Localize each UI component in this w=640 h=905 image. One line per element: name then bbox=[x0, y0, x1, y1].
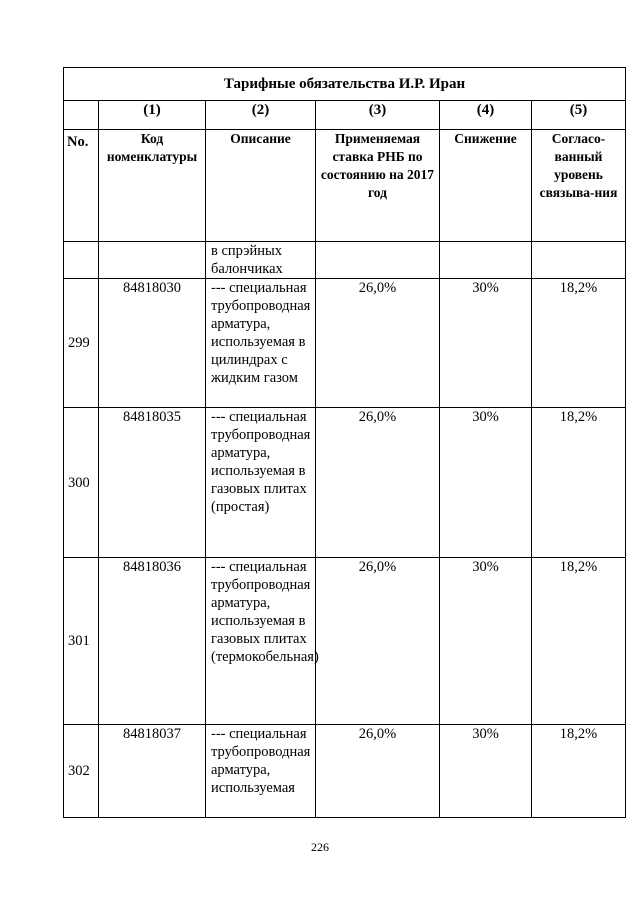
header-code: Код номенклатуры bbox=[99, 130, 206, 242]
header-bound: Согласо-ванный уровень связыва-ния bbox=[532, 130, 626, 242]
row-rate: 26,0% bbox=[316, 408, 440, 558]
page-number: 226 bbox=[311, 840, 329, 854]
row-code: 84818030 bbox=[99, 279, 206, 408]
row-bound: 18,2% bbox=[532, 725, 626, 818]
table-row bbox=[64, 242, 626, 279]
row-reduction: 30% bbox=[440, 725, 532, 818]
table-row bbox=[64, 558, 626, 725]
row-reduction: 30% bbox=[440, 558, 532, 725]
row-bound: 18,2% bbox=[532, 279, 626, 408]
row-code bbox=[99, 242, 206, 279]
row-bound bbox=[532, 242, 626, 279]
row-rate: 26,0% bbox=[316, 558, 440, 725]
row-no: 301 bbox=[64, 558, 99, 725]
header-rate: Применяемая ставка РНБ по состоянию на 2017 год bbox=[316, 130, 440, 242]
row-description: --- специальная трубопроводная арматура, используемая в цилиндрах с жидким газом bbox=[206, 279, 316, 408]
row-reduction: 30% bbox=[440, 408, 532, 558]
column-number: (3) bbox=[316, 101, 440, 130]
table-title: Тарифные обязательства И.Р. Иран bbox=[64, 68, 626, 101]
row-no bbox=[64, 242, 99, 279]
column-number: (2) bbox=[206, 101, 316, 130]
row-bound: 18,2% bbox=[532, 408, 626, 558]
table-row bbox=[64, 725, 626, 818]
column-number: (4) bbox=[440, 101, 532, 130]
header-reduction: Снижение bbox=[440, 130, 532, 242]
row-bound: 18,2% bbox=[532, 558, 626, 725]
row-description: --- специальная трубопроводная арматура, используемая в газовых плитах (простая) bbox=[206, 408, 316, 558]
row-description: в спрэйных балончиках bbox=[206, 242, 316, 279]
row-no: 300 bbox=[64, 408, 99, 558]
row-code: 84818035 bbox=[99, 408, 206, 558]
row-reduction: 30% bbox=[440, 279, 532, 408]
row-reduction bbox=[440, 242, 532, 279]
header-description: Описание bbox=[206, 130, 316, 242]
table-row bbox=[64, 279, 626, 408]
row-rate: 26,0% bbox=[316, 725, 440, 818]
row-description: --- специальная трубопроводная арматура, используемая в газовых плитах (термокобельная) bbox=[206, 558, 316, 725]
row-code: 84818037 bbox=[99, 725, 206, 818]
header-no: No. bbox=[64, 130, 99, 242]
column-number: (1) bbox=[99, 101, 206, 130]
row-rate: 26,0% bbox=[316, 279, 440, 408]
row-description: --- специальная трубопроводная арматура, используемая bbox=[206, 725, 316, 818]
tariff-table bbox=[63, 67, 626, 818]
table-row bbox=[64, 408, 626, 558]
row-no: 302 bbox=[64, 725, 99, 818]
row-no: 299 bbox=[64, 279, 99, 408]
row-rate bbox=[316, 242, 440, 279]
row-code: 84818036 bbox=[99, 558, 206, 725]
column-number-empty bbox=[64, 101, 99, 130]
column-number: (5) bbox=[532, 101, 626, 130]
